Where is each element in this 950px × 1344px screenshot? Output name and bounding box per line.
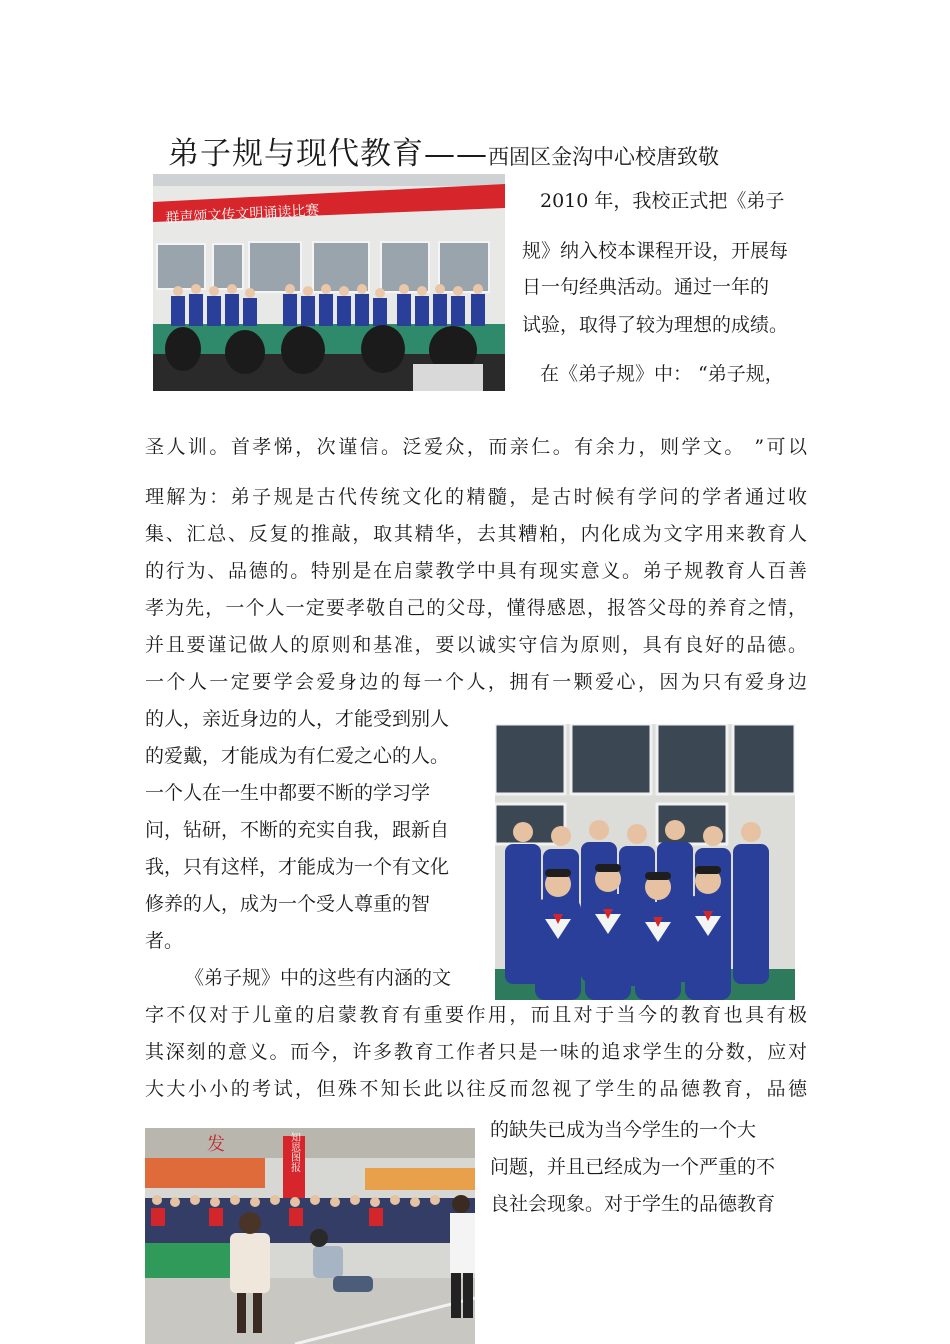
text-line-12: 一个人一定要学会爱身边的每一个人，拥有一颗爱心，因为只有爱身边 [145, 671, 807, 693]
text-line-11: 并且要谨记做人的原则和基准，要以诚实守信为原则，具有良好的品德。 [145, 634, 807, 656]
photo-recital-stage [153, 174, 505, 391]
text-line-16: 问，钻研，不断的充实自我，跟新自 [145, 819, 450, 841]
photo-students-singing [495, 724, 795, 1000]
text-line-23: 大大小小的考试，但殊不知长此以往反而忽视了学生的品德教育，品德 [145, 1078, 807, 1100]
photo-kneeling-ceremony [145, 1128, 475, 1344]
text-line-6: 圣人训。首孝悌，次谨信。泛爱众，而亲仁。有余力，则学文。 ”可以 [145, 436, 807, 458]
banner-text: 群声颂文传文明诵读比赛 [165, 202, 320, 227]
text-line-17: 我，只有这样，才能成为一个有文化 [145, 856, 450, 878]
text-line-3: 日一句经典活动。通过一年的 [522, 276, 770, 298]
text-line-20: 《弟子规》中的这些有内涵的文 [185, 967, 452, 989]
text-line-18: 修养的人，成为一个受人尊重的智 [145, 893, 431, 915]
sign-text: 发 [207, 1134, 225, 1155]
text-line-2: 规》纳入校本课程开设，开展每 [522, 240, 789, 262]
text-line-7: 理解为：弟子规是古代传统文化的精髓，是古时候有学问的学者通过收 [145, 486, 807, 508]
title-author: 西固区金沟中心校唐致敬 [488, 145, 719, 169]
text-line-14: 的爱戴，才能成为有仁爱之心的人。 [145, 745, 450, 767]
text-line-8: 集、汇总、反复的推敲，取其精华，去其糟粕，内化成为文字用来教育人 [145, 523, 807, 545]
text-line-9: 的行为、品德的。特别是在启蒙教学中具有现实意义。弟子规教育人百善 [145, 560, 807, 582]
text-line-24: 的缺失已成为当今学生的一个大 [490, 1119, 757, 1141]
text-line-5: 在《弟子规》中： “弟子规， [540, 363, 784, 385]
text-line-13: 的人，亲近身边的人，才能受到别人 [145, 708, 450, 730]
text-line-19: 者。 [145, 930, 184, 952]
text-line-26: 良社会现象。对于学生的品德教育 [490, 1193, 776, 1215]
text-line-10: 孝为先，一个人一定要孝敬自己的父母，懂得感恩，报答父母的养育之情， [145, 597, 807, 619]
poster-text: 知恩图报 [288, 1132, 300, 1172]
text-line-25: 问题，并且已经成为一个严重的不 [490, 1156, 776, 1178]
text-line-4: 试验，取得了较为理想的成绩。 [522, 314, 789, 336]
document-title [168, 128, 828, 173]
text-line-15: 一个人在一生中都要不断的学习学 [145, 782, 431, 804]
title-main: 弟子规与现代教育—— [168, 136, 488, 172]
text-line-22: 其深刻的意义。而今，许多教育工作者只是一味的追求学生的分数，应对 [145, 1041, 807, 1063]
text-line-21: 字不仅对于儿童的启蒙教育有重要作用，而且对于当今的教育也具有极 [145, 1004, 807, 1026]
text-line-1: 2010 年，我校正式把《弟子 [540, 190, 785, 212]
